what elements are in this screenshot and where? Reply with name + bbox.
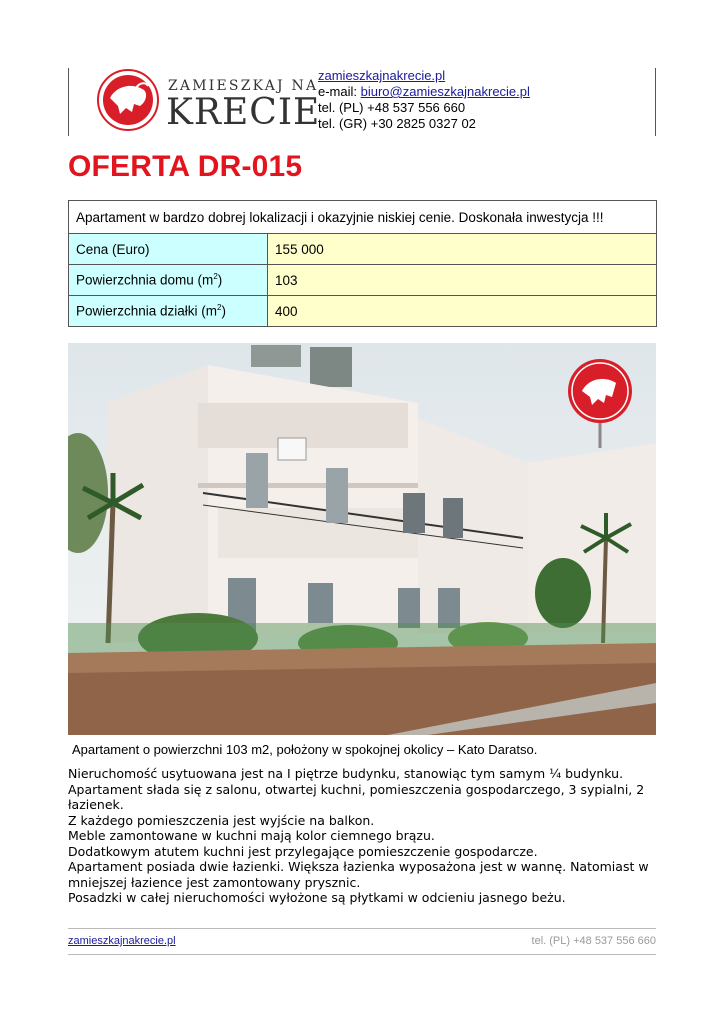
price-label: Cena (Euro): [69, 234, 268, 265]
footer-top-rule: [68, 928, 656, 929]
email-link[interactable]: biuro@zamieszkajnakrecie.pl: [360, 84, 530, 99]
property-photo: [68, 343, 656, 735]
description-paragraph: Apartament słada się z salonu, otwartej kuchni, pomieszczenia gospodarczego, 3 sypialni, 2 łazienek.: [68, 781, 645, 812]
header-right-rule: [655, 68, 656, 136]
plot-area-value: 400: [268, 296, 657, 327]
table-row: [69, 265, 657, 296]
offer-table: [68, 200, 657, 327]
email-label: e-mail:: [318, 84, 361, 99]
footer-bottom-rule: [68, 954, 656, 955]
description-paragraph: Meble zamontowane w kuchni mają kolor ciemnego brązu.: [68, 828, 435, 843]
logo-tagline: ZAMIESZKAJ NA: [168, 78, 319, 94]
logo-wordmark: KRECIE: [166, 92, 321, 133]
description-paragraph: Apartament posiada dwie łazienki. Większa łazienka wyposażona jest w wannę. Natomiast w mniejszej łazience jest zamontowany prysznic.: [68, 859, 649, 890]
description-paragraph: Z każdego pomieszczenia jest wyjście na balkon.: [68, 812, 375, 828]
offer-headline: Apartament w bardzo dobrej lokalizacji i okazyjnie niskiej cenie. Doskonała inwestycja !!!: [69, 201, 657, 234]
offer-title: OFERTA DR-015: [68, 150, 303, 183]
house-area-value: 103: [268, 265, 657, 296]
footer-website: [68, 935, 176, 947]
header-left-rule: [68, 68, 69, 136]
footer-phone: tel. (PL) +48 537 556 660: [531, 935, 656, 947]
apartment-building-image: [68, 343, 656, 735]
price-value: 155 000: [268, 234, 657, 265]
description-paragraph: Dodatkowym atutem kuchni jest przylegające pomieszczenie gospodarcze.: [68, 843, 538, 859]
contact-block: [318, 68, 530, 132]
description-paragraph: Nieruchomość usytuowana jest na I piętrze budynku, stanowiąc tym samym ¼ budynku.: [68, 766, 624, 781]
plot-area-label: Powierzchnia działki $(m^2)$: [69, 296, 268, 327]
website-link[interactable]: zamieszkajnakrecie.pl: [318, 68, 446, 83]
footer-website-link[interactable]: zamieszkajnakrecie.pl: [68, 935, 176, 947]
photo-caption: Apartament o powierzchni 103 m2, położony w spokojnej okolicy – Kato Daratso.: [72, 742, 538, 757]
phone-pl: tel. (PL) +48 537 556 660: [318, 100, 466, 115]
property-description: [68, 766, 658, 906]
description-paragraph: Posadzki w całej nieruchomości wyłożone są płytkami w odcieniu jasnego beżu.: [68, 890, 566, 905]
company-logo: [96, 68, 321, 138]
house-area-label: Powierzchnia domu $(m^2)$: [69, 265, 268, 296]
phone-gr: tel. (GR) +30 2825 0327 02: [318, 116, 476, 131]
table-row: [69, 234, 657, 265]
bull-logo-icon: [96, 68, 160, 132]
table-row: [69, 296, 657, 327]
